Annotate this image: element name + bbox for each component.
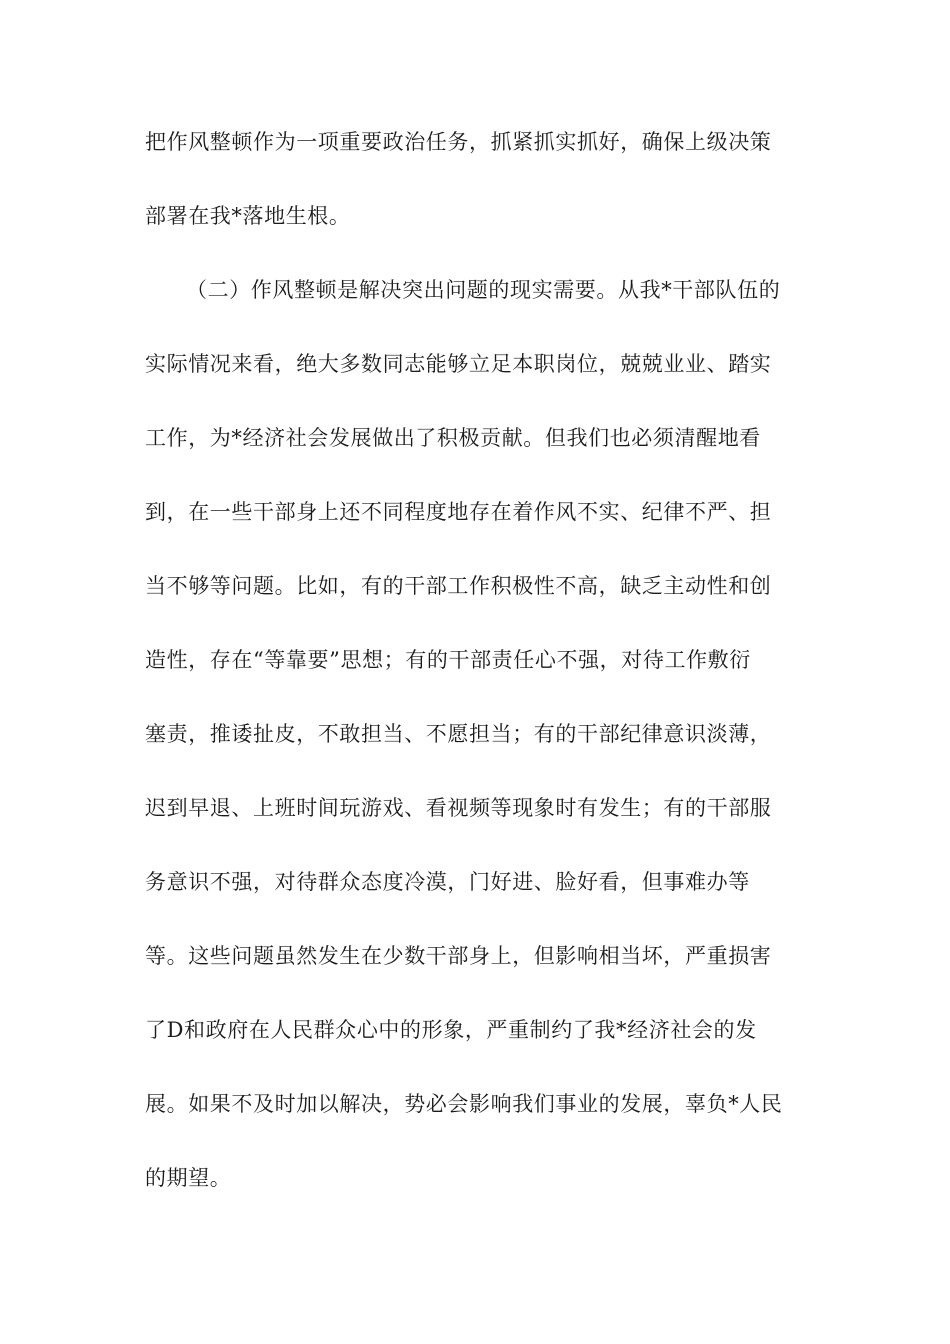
paragraph-heading-line: （二）作风整顿是解决突出问题的现实需要。从我*干部队伍的: [186, 278, 781, 302]
text-line: 展。如果不及时加以解决，势必会影响我们事业的发展，辜负*人民: [145, 1092, 783, 1116]
text-line: 的期望。: [145, 1166, 232, 1190]
text-line: 造性，存在“等靠要”思想；有的干部责任心不强，对待工作敷衍: [145, 648, 751, 672]
text-line: 迟到早退、上班时间玩游戏、看视频等现象时有发生；有的干部服: [145, 796, 772, 820]
text-line: 务意识不强，对待群众态度冷漠，门好进、脸好看，但事难办等: [145, 870, 750, 894]
text-line: 等。这些问题虽然发生在少数干部身上，但影响相当坏，严重损害: [145, 944, 772, 968]
text-line: 工作，为*经济社会发展做出了积极贡献。但我们也必须清醒地看: [145, 426, 761, 450]
text-line: 了D和政府在人民群众心中的形象，严重制约了我*经济社会的发: [145, 1018, 757, 1042]
text-line: 到，在一些干部身上还不同程度地存在着作风不实、纪律不严、担: [145, 500, 772, 524]
text-line: 实际情况来看，绝大多数同志能够立足本职岗位，兢兢业业、踏实: [145, 352, 772, 376]
text-line: 当不够等问题。比如，有的干部工作积极性不高，缺乏主动性和创: [145, 574, 772, 598]
text-line: 部署在我*落地生根。: [145, 204, 351, 228]
text-line: 把作风整顿作为一项重要政治任务，抓紧抓实抓好，确保上级决策: [145, 130, 772, 154]
text-line: 塞责，推诿扯皮，不敢担当、不愿担当；有的干部纪律意识淡薄，: [145, 722, 772, 746]
